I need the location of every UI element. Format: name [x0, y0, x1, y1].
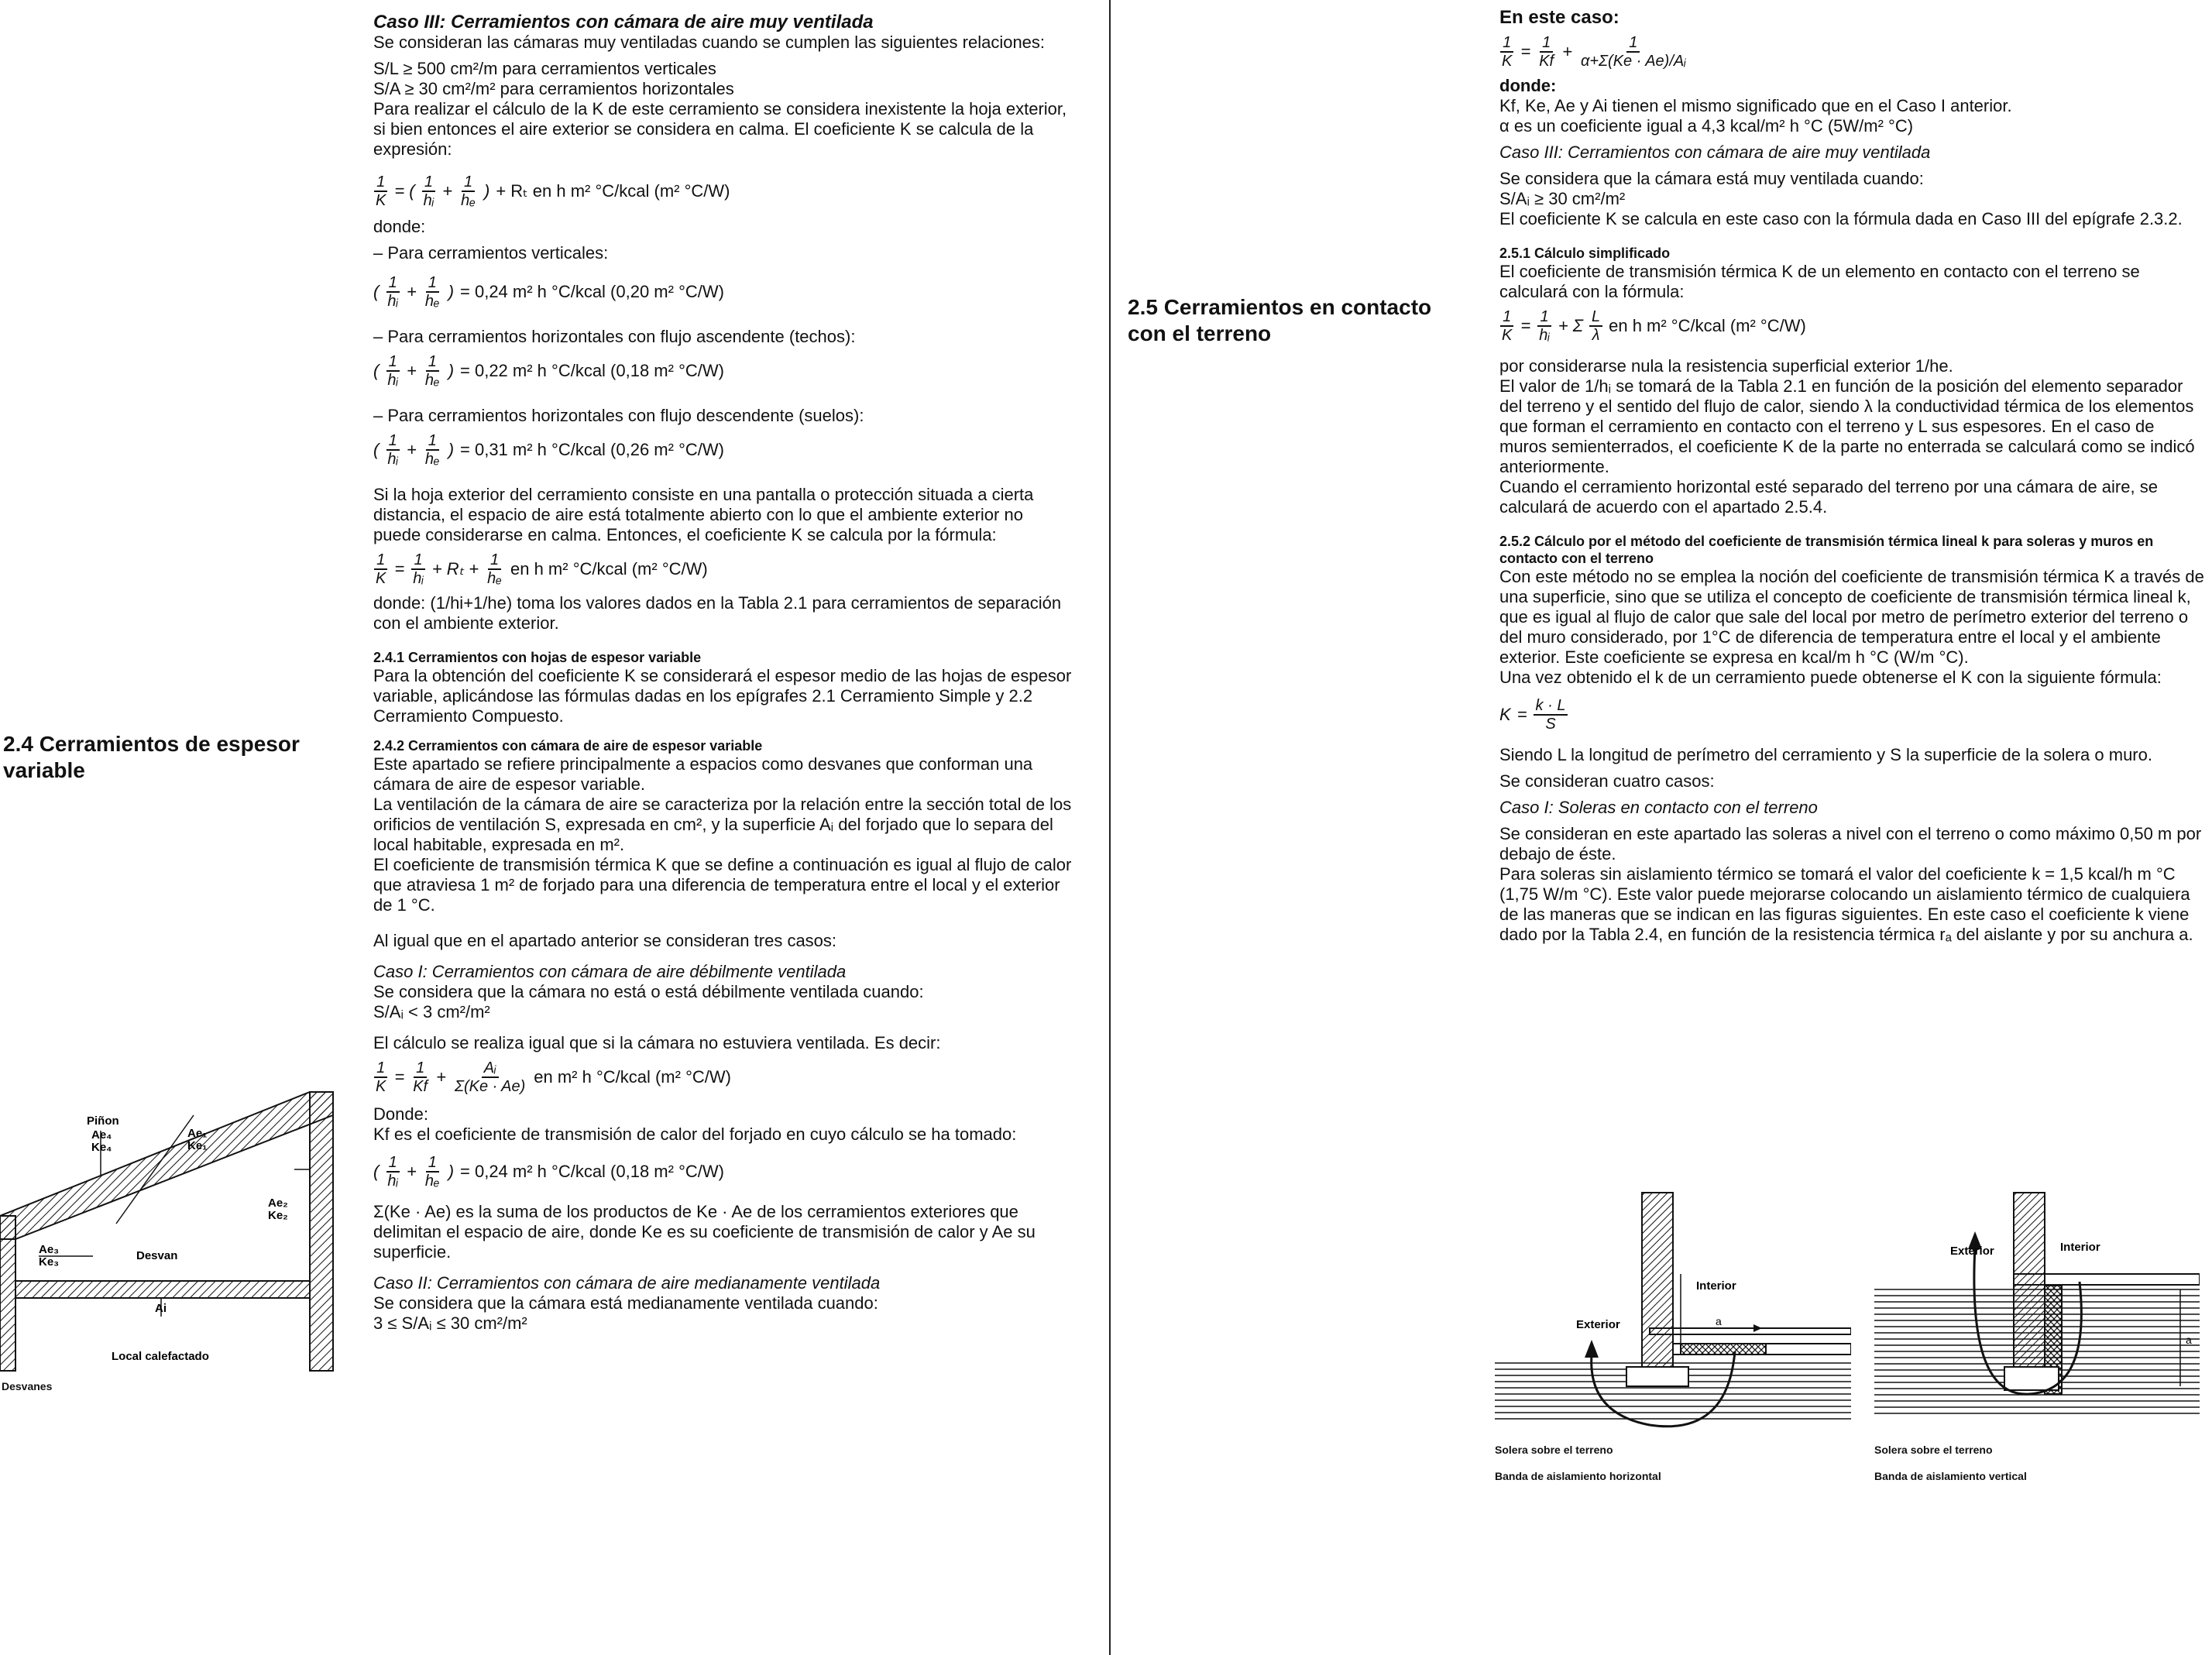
- formula-9: $\frac{1}{K}$ = $\frac{1}{\text{hᵢ}}$ + Σ $\frac{L}{\lambda}$ en h m² °C/kcal (m² °C/W): [1502, 308, 1806, 344]
- right-q14: Para soleras sin aislamiento térmico se tomará el valor del coeficiente k = 1,5 kcal/h m °C (1,75 W/m °C). Este valor puede mejorarse colocando un aislamiento térmico de cualquiera de las maneras que se indican en las figuras siguientes. En este caso el coeficiente k viene dado por la Tabla 2.4, en función de la resistencia térmica rₐ del aislante y por su anchura a.: [1499, 864, 2193, 944]
- right-q8: Cuando el cerramiento horizontal esté separado del terreno por una cámara de aire, se calculará de acuerdo con el apartado 2.5.4.: [1499, 477, 2158, 517]
- fig1-a: a: [1716, 1315, 1722, 1327]
- horizontal-desc-label: – Para cerramientos horizontales con flujo descendente (suelos):: [373, 406, 864, 425]
- figure-vertical-drawing: [1874, 1189, 2200, 1437]
- para-1: Se consideran las cámaras muy ventiladas cuando se cumplen las siguientes relaciones:: [373, 33, 1046, 52]
- label-ae3: Ae₃: [39, 1243, 60, 1256]
- label-ae2: Ae₂: [268, 1197, 288, 1210]
- right-q11: Siendo L la longitud de perímetro del cerramiento y S la superficie de la solera o muro.: [1499, 745, 2152, 764]
- label-ke3: Ke₃: [39, 1255, 60, 1269]
- middle-column: [373, 12, 1075, 1334]
- desvan-diagram: [0, 1084, 341, 1409]
- formula-1: $\frac{1}{K}$ = ( $\frac{1}{\text{hᵢ}}$ + $\frac{1}{\text{hₑ}}$ ) + Rₜ en h m² °C/kcal (m² °C/W): [376, 173, 730, 209]
- section-heading-2-5: 2.5 Cerramientos en contacto con el terreno: [1128, 295, 1432, 345]
- right-q3: Se considera que la cámara está muy ventilada cuando:: [1499, 169, 1924, 188]
- donde-3: donde:: [1499, 76, 1557, 95]
- right-q7: El valor de 1/hᵢ se tomará de la Tabla 2.1 en función de la posición del elemento separador del terreno y el sentido del flujo de calor, siendo λ la conductividad térmica de los elementos que forman el cerramiento en contacto con el terreno y L sus espesores. En el caso de muros semienterrados, el coeficiente K de la parte no enterrada se calculará como se indicó anteriormente.: [1499, 376, 2195, 476]
- label-ke4: Ke₄: [91, 1141, 112, 1154]
- caso3-title: Caso III: Cerramientos con cámara de aire muy ventilada: [373, 12, 874, 33]
- section-heading-2-4: 2.4 Cerramientos de espesor variable: [3, 732, 300, 782]
- fig1-interior: Interior: [1696, 1279, 1736, 1293]
- right-column: [1499, 8, 2204, 945]
- label-ae1: Ae₁: [187, 1127, 208, 1140]
- fig2-a: a: [2186, 1334, 2192, 1346]
- right-q4: El coeficiente K se calcula en este caso con la fórmula dada en Caso III del epígrafe 2.3.2.: [1499, 209, 2183, 228]
- formula-7-value: = 0,24 m² h °C/kcal (0,18 m² °C/W): [460, 1162, 724, 1181]
- formula-6: $\frac{1}{K}$ = $\frac{1}{Kf}$ + $\frac{\text{Aᵢ}}{\Sigma(Ke \cdot Ae)}$ en m² h °C/kcal (m² °C/W): [376, 1059, 731, 1095]
- right-q6: por considerarse nula la resistencia superficial exterior 1/he.: [1499, 356, 1953, 376]
- formula-9-tail: en h m² °C/kcal (m² °C/W): [1609, 316, 1806, 335]
- horizontal-asc-label: – Para cerramientos horizontales con flujo ascendente (techos):: [373, 327, 856, 346]
- formula-8: $\frac{1}{K}$ = $\frac{1}{Kf}$ + $\frac{1}{\text{α+Σ(Ke · Ae)/Aᵢ}}$: [1502, 34, 1686, 70]
- para-13: Σ(Ke · Ae) es la suma de los productos de Ke · Ae de los cerramientos exteriores que delimitan el espacio de aire, donde Ke es su coeficiente de transmisión de calor y Ae su superficie.: [373, 1202, 1036, 1262]
- para-8: El coeficiente de transmisión térmica K que se define a continuación es igual al flujo de calor que atraviesa 1 m² de forjado para una diferencia de temperatura entre el local y el exterior de 1 °C.: [373, 855, 1072, 915]
- right-q1: Kf, Ke, Ae y Ai tienen el mismo significado que en el Caso I anterior.: [1499, 96, 2012, 115]
- formula-10: K = $\frac{k \cdot L}{S}$: [1499, 697, 2204, 733]
- para-3: Si la hoja exterior del cerramiento consiste en una pantalla o protección situada a cierta distancia, el espacio de aire está totalmente abierto con lo que el ambiente exterior no puede considerarse en calma. Entonces, el coeficiente K se calcula por la fórmula:: [373, 485, 1034, 544]
- fig1-caption-2: Banda de aislamiento horizontal: [1495, 1470, 1661, 1482]
- fig1-caption-1: Solera sobre el terreno: [1495, 1444, 1613, 1456]
- formula-7: ( $\frac{1}{\text{hᵢ}}$ + $\frac{1}{\text{hₑ}}$ ) = 0,24 m² h °C/kcal (0,18 m² °C/W): [373, 1154, 724, 1190]
- formula-3: ( $\frac{1}{\text{hᵢ}}$ + $\frac{1}{\text{hₑ}}$ ) = 0,22 m² h °C/kcal (0,18 m² °C/W): [373, 353, 724, 389]
- right-caso1: Caso I: Soleras en contacto con el terreno: [1499, 798, 1818, 817]
- figure-vertical: [1874, 1189, 2200, 1499]
- para-9: Al igual que en el apartado anterior se consideran tres casos:: [373, 931, 837, 950]
- formula-6-tail: en m² h °C/kcal (m² °C/W): [534, 1067, 731, 1087]
- para-7: La ventilación de la cámara de aire se caracteriza por la relación entre la sección total de los orificios de ventilación S, expresada en cm², y la superficie Aᵢ del forjado que lo separa del local habitable, expresada en m².: [373, 795, 1072, 854]
- right-q13: Se consideran en este apartado las soleras a nivel con el terreno o como máximo 0,50 m por debajo de éste.: [1499, 824, 2202, 864]
- para-5: Para la obtención del coeficiente K se considerará el espesor medio de las hojas de espesor variable, aplicándose las fórmulas dadas en los epígrafes 2.1 Cerramiento Simple y 2.2 Cerramiento Compuesto.: [373, 666, 1072, 726]
- relation-2: S/A ≥ 30 cm²/m² para cerramientos horizontales: [373, 79, 734, 98]
- para-12: Kf es el coeficiente de transmisión de calor del forjado en cuyo cálculo se ha tomado:: [373, 1125, 1017, 1144]
- caso2-title: Caso II: Cerramientos con cámara de aire medianamente ventilada: [373, 1273, 881, 1293]
- formula-1-tail: + Rₜ en h m² °C/kcal (m² °C/W): [496, 181, 730, 201]
- right-caso3: Caso III: Cerramientos con cámara de aire muy ventilada: [1499, 142, 1931, 162]
- fig2-caption-1: Solera sobre el terreno: [1874, 1444, 1993, 1456]
- figure-horizontal: [1495, 1189, 1851, 1499]
- right-q5: El coeficiente de transmisión térmica K de un elemento en contacto con el terreno se calculará con la fórmula:: [1499, 262, 2140, 301]
- para-6: Este apartado se refiere principalmente a espacios como desvanes que conforman una cámara de aire de espesor variable.: [373, 754, 1033, 794]
- fig2-caption-2: Banda de aislamiento vertical: [1874, 1470, 2027, 1482]
- formula-4: ( $\frac{1}{\text{hᵢ}}$ + $\frac{1}{\text{hₑ}}$ ) = 0,31 m² h °C/kcal (0,26 m² °C/W): [373, 432, 724, 468]
- label-ke1: Ke₁: [187, 1139, 208, 1152]
- vertical-label: – Para cerramientos verticales:: [373, 243, 609, 263]
- subsection-2-5-1: 2.5.1 Cálculo simplificado: [1499, 246, 1671, 261]
- formula-2-value: = 0,24 m² h °C/kcal (0,20 m² °C/W): [460, 282, 724, 301]
- caso1-title: Caso I: Cerramientos con cámara de aire débilmente ventilada: [373, 962, 847, 981]
- fig2-exterior: Exterior: [1950, 1245, 1994, 1258]
- subsection-2-5-2: 2.5.2 Cálculo por el método del coeficiente de transmisión térmica lineal k para soleras y muros en contacto con el terreno: [1499, 534, 2154, 566]
- right-q3b: S/Aᵢ ≥ 30 cm²/m²: [1499, 189, 1626, 208]
- formula-5-tail: en h m² °C/kcal (m² °C/W): [510, 559, 708, 579]
- right-q2: α es un coeficiente igual a 4,3 kcal/m² h °C (5W/m² °C): [1499, 116, 1914, 136]
- en-este-caso: En este caso:: [1499, 7, 1620, 28]
- para-11: El cálculo se realiza igual que si la cámara no estuviera ventilada. Es decir:: [373, 1033, 941, 1052]
- para-14b: 3 ≤ S/Aᵢ ≤ 30 cm²/m²: [373, 1313, 527, 1333]
- label-ai: Ai: [155, 1302, 167, 1315]
- formula-3-value: = 0,22 m² h °C/kcal (0,18 m² °C/W): [460, 361, 724, 380]
- label-ke2: Ke₂: [268, 1209, 288, 1222]
- right-q12: Se consideran cuatro casos:: [1499, 771, 1715, 791]
- diagram-caption: Desvanes: [2, 1380, 53, 1392]
- fig1-exterior: Exterior: [1576, 1318, 1620, 1331]
- formula-4-value: = 0,31 m² h °C/kcal (0,26 m² °C/W): [460, 440, 724, 459]
- para-10: Se considera que la cámara no está o está débilmente ventilada cuando:: [373, 982, 924, 1001]
- label-local: Local calefactado: [112, 1350, 209, 1363]
- right-q9: Con este método no se emplea la noción del coeficiente de transmisión térmica K a través de una superficie, sino que se utiliza el concepto de coeficiente de transmisión térmica lineal k, que es igual al flujo de calor que sale del local por metro de perímetro exterior del terreno o del muro considerado, por 1°C de diferencia de temperatura entre el local y el ambiente exterior. Este coeficiente se expresa en kcal/m h °C (W/m °C).: [1499, 567, 2204, 667]
- subsection-2-4-1: 2.4.1 Cerramientos con hojas de espesor variable: [373, 650, 702, 665]
- relation-1: S/L ≥ 500 cm²/m para cerramientos verticales: [373, 59, 716, 78]
- figure-horizontal-drawing: [1495, 1189, 1851, 1437]
- para-14: Se considera que la cámara está medianamente ventilada cuando:: [373, 1293, 878, 1313]
- formula-5: $\frac{1}{K}$ = $\frac{1}{\text{hᵢ}}$ + Rₜ + $\frac{1}{\text{hₑ}}$ en h m² °C/kcal (m² °C/W): [376, 551, 708, 587]
- para-4: donde: (1/hi+1/he) toma los valores dados en la Tabla 2.1 para cerramientos de separación con el ambiente exterior.: [373, 593, 1062, 633]
- label-ae4: Ae₄: [91, 1128, 112, 1142]
- fig2-interior: Interior: [2060, 1241, 2100, 1254]
- donde-1: donde:: [373, 217, 426, 236]
- formula-2: ( $\frac{1}{\text{hᵢ}}$ + $\frac{1}{\text{hₑ}}$ ) = 0,24 m² h °C/kcal (0,20 m² °C/W): [373, 274, 724, 310]
- label-pinon: Piñon: [87, 1114, 119, 1128]
- para-10b: S/Aᵢ < 3 cm²/m²: [373, 1002, 490, 1021]
- subsection-2-4-2: 2.4.2 Cerramientos con cámara de aire de espesor variable: [373, 738, 763, 754]
- label-desvan: Desvan: [136, 1249, 178, 1262]
- donde-2: Donde:: [373, 1104, 428, 1124]
- right-q10: Una vez obtenido el k de un cerramiento puede obtenerse el K con la siguiente fórmula:: [1499, 668, 2162, 687]
- column-divider: [1109, 0, 1111, 1655]
- para-2: Para realizar el cálculo de la K de este cerramiento se considera inexistente la hoja exterior, si bien entonces el aire exterior se considera en calma. El coeficiente K se calcula de la expresión:: [373, 99, 1067, 159]
